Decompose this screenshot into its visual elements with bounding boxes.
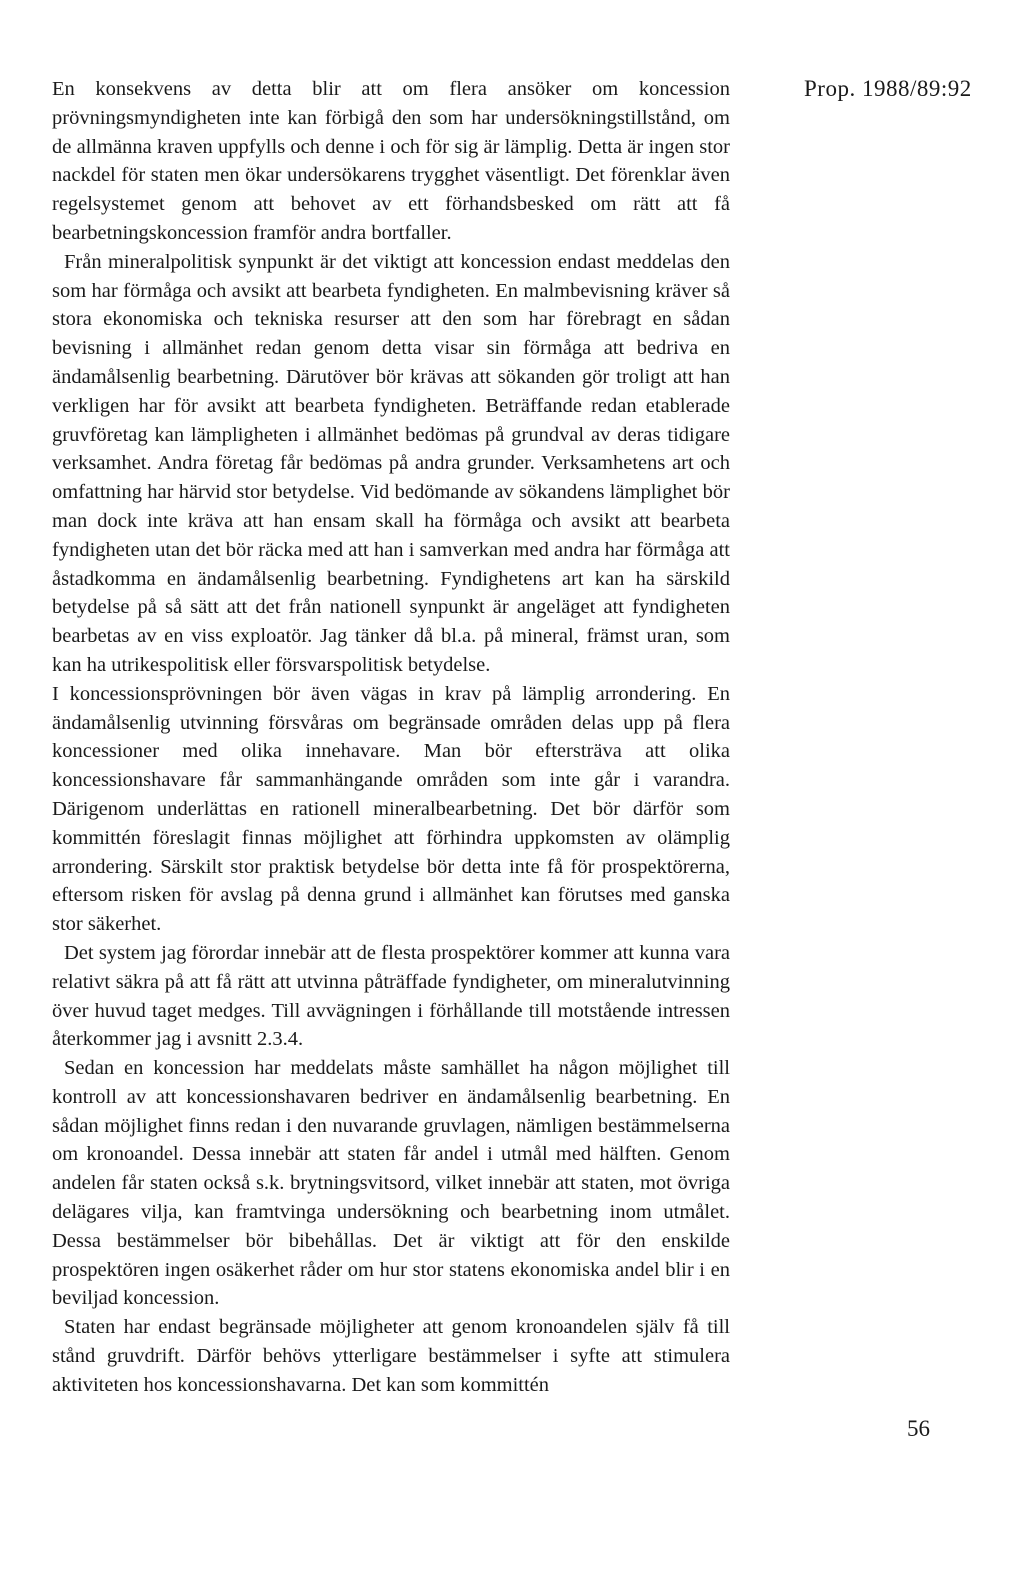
paragraph: En konsekvens av detta blir att om flera ansöker om koncession prövningsmyndigheten inte kan förbigå den som har undersökningstillstånd, om de allmänna kraven uppfylls och denne i och för sig är lämplig. Detta är ingen stor nackdel för staten men ökar undersökarens trygghet väsentligt. Det förenklar även regelsystemet genom att behovet av ett förhandsbesked om rätt att få bearbetningskoncession framför andra bortfaller. (52, 78, 730, 244)
body-text (52, 75, 730, 1400)
paragraph: Staten har endast begränsade möjligheter att genom kronoandelen själv få till stånd gruvdrift. Därför behövs ytterligare bestämmelser i syfte att stimulera aktiviteten hos koncessionshavarna. Det kan som kommittén (52, 1316, 730, 1396)
paragraph: I koncessionsprövningen bör även vägas in krav på lämplig arrondering. En ändamålsenlig utvinning försvåras om begränsade områden delas upp på flera koncessioner med olika innehavare. Man bör eftersträva att olika koncessionshavare får sammanhängande områden som inte går i varandra. Därigenom underlättas en rationell mineralbearbetning. Det bör därför som kommittén föreslagit finnas möjlighet att förhindra uppkomsten av olämplig arrondering. Särskilt stor praktisk betydelse bör detta inte få för prospektörerna, eftersom risken för avslag på denna grund i allmänhet kan förutses med ganska stor säkerhet. (52, 682, 730, 936)
paragraph: Det system jag förordar innebär att de flesta prospektörer kommer att kunna vara relativt säkra på att få rätt att utvinna påträffade fyndigheter, om mineralutvinning över huvud taget medges. Till avvägningen i förhållande till motstående intressen återkommer jag i avsnitt 2.3.4. (52, 941, 730, 1051)
proposition-reference: Prop. 1988/89:92 (804, 76, 972, 101)
page-number: 56 (907, 1416, 930, 1441)
paragraph: Sedan en koncession har meddelats måste samhället ha någon möjlighet till kontroll av att koncessionshavaren bedriver en ändamålsenlig bearbetning. En sådan möjlighet finns redan i den nuvarande gruvlagen, nämligen bestämmelserna om kronoandel. Dessa innebär att staten får andel i utmål med hälften. Genom andelen får staten också s.k. brytningsvitsord, vilket innebär att staten, mot övriga delägares vilja, kan framtvinga undersökning och bearbetning inom utmålet. Dessa bestämmelser bör bibehållas. Det är viktigt att för den enskilde prospektören ingen osäkerhet råder om hur stor statens ekonomiska andel blir i en beviljad koncession. (52, 1057, 730, 1310)
paragraph: Från mineralpolitisk synpunkt är det viktigt att koncession endast meddelas den som har förmåga och avsikt att bearbeta fyndigheten. En malmbevisning kräver så stora ekonomiska och tekniska resurser att den som har förebragt en sådan bevisning i allmänhet redan genom detta visar sin förmåga att bedriva en ändamålsenlig bearbetning. Därutöver bör krävas att sökanden gör troligt att han verkligen har för avsikt att bearbeta fyndigheten. Beträffande redan etablerade gruvföretag kan lämpligheten i allmänhet bedömas på grundval av deras tidigare verksamhet. Andra företag får bedömas på andra grunder. Verksamhetens art och omfattning har härvid stor betydelse. Vid bedömande av sökandens lämplighet bör man dock inte kräva att han ensam skall ha förmåga och avsikt att bearbeta fyndigheten utan det bör räcka med att han i samverkan med andra har förmåga att åstadkomma en ändamålsenlig bearbetning. Fyndighetens art kan ha särskild betydelse på så sätt att det från nationell synpunkt är angeläget att fyndigheten bearbetas av en viss exploatör. Jag tänker då bl.a. på mineral, främst uran, som kan ha utrikespolitisk eller försvarspolitisk betydelse. (52, 250, 730, 676)
